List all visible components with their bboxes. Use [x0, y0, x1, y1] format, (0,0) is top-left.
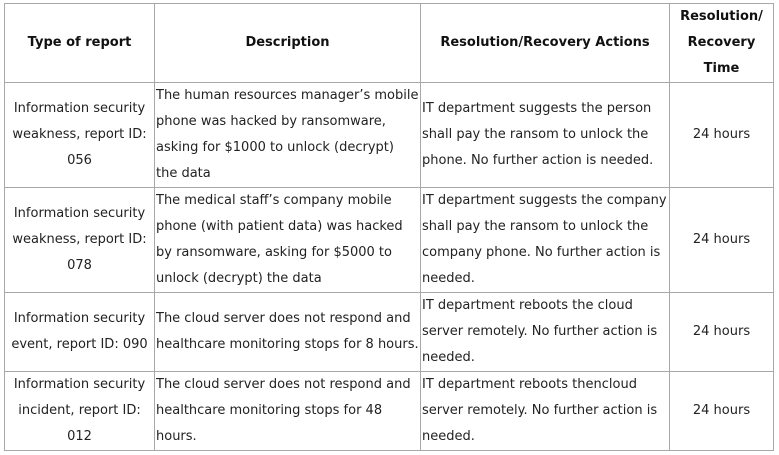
time-cell: 24 hours	[670, 83, 774, 188]
actions-cell: IT department reboots thencloud server remotely. No further action is needed.	[421, 372, 670, 451]
report-type-cell: Information security event, report ID: 090	[5, 293, 155, 372]
actions-cell: IT department reboots the cloud server remotely. No further action is needed.	[421, 293, 670, 372]
description-cell: The cloud server does not respond and healthcare monitoring stops for 48 hours.	[155, 372, 421, 451]
table-row	[5, 188, 774, 293]
time-cell: 24 hours	[670, 293, 774, 372]
header-time: Resolution/ Recovery Time	[670, 4, 774, 83]
report-type-cell: Information security weakness, report ID: 056	[5, 83, 155, 188]
report-type-cell: Information security weakness, report ID: 078	[5, 188, 155, 293]
report-table	[4, 3, 774, 451]
actions-cell: IT department suggests the person shall pay the ransom to unlock the phone. No further action is needed.	[421, 83, 670, 188]
description-cell: The human resources manager’s mobile phone was hacked by ransomware, asking for $1000 to unlock (decrypt) the data	[155, 83, 421, 188]
table-row	[5, 293, 774, 372]
time-cell: 24 hours	[670, 372, 774, 451]
report-type-cell: Information security incident, report ID: 012	[5, 372, 155, 451]
header-actions: Resolution/Recovery Actions	[421, 4, 670, 83]
table-row	[5, 372, 774, 451]
time-cell: 24 hours	[670, 188, 774, 293]
header-type: Type of report	[5, 4, 155, 83]
description-cell: The medical staff’s company mobile phone (with patient data) was hacked by ransomware, asking for $5000 to unlock (decrypt) the data	[155, 188, 421, 293]
header-description: Description	[155, 4, 421, 83]
table-row	[5, 83, 774, 188]
header-row	[5, 4, 774, 83]
description-cell: The cloud server does not respond and healthcare monitoring stops for 8 hours.	[155, 293, 421, 372]
actions-cell: IT department suggests the company shall pay the ransom to unlock the company phone. No further action is needed.	[421, 188, 670, 293]
